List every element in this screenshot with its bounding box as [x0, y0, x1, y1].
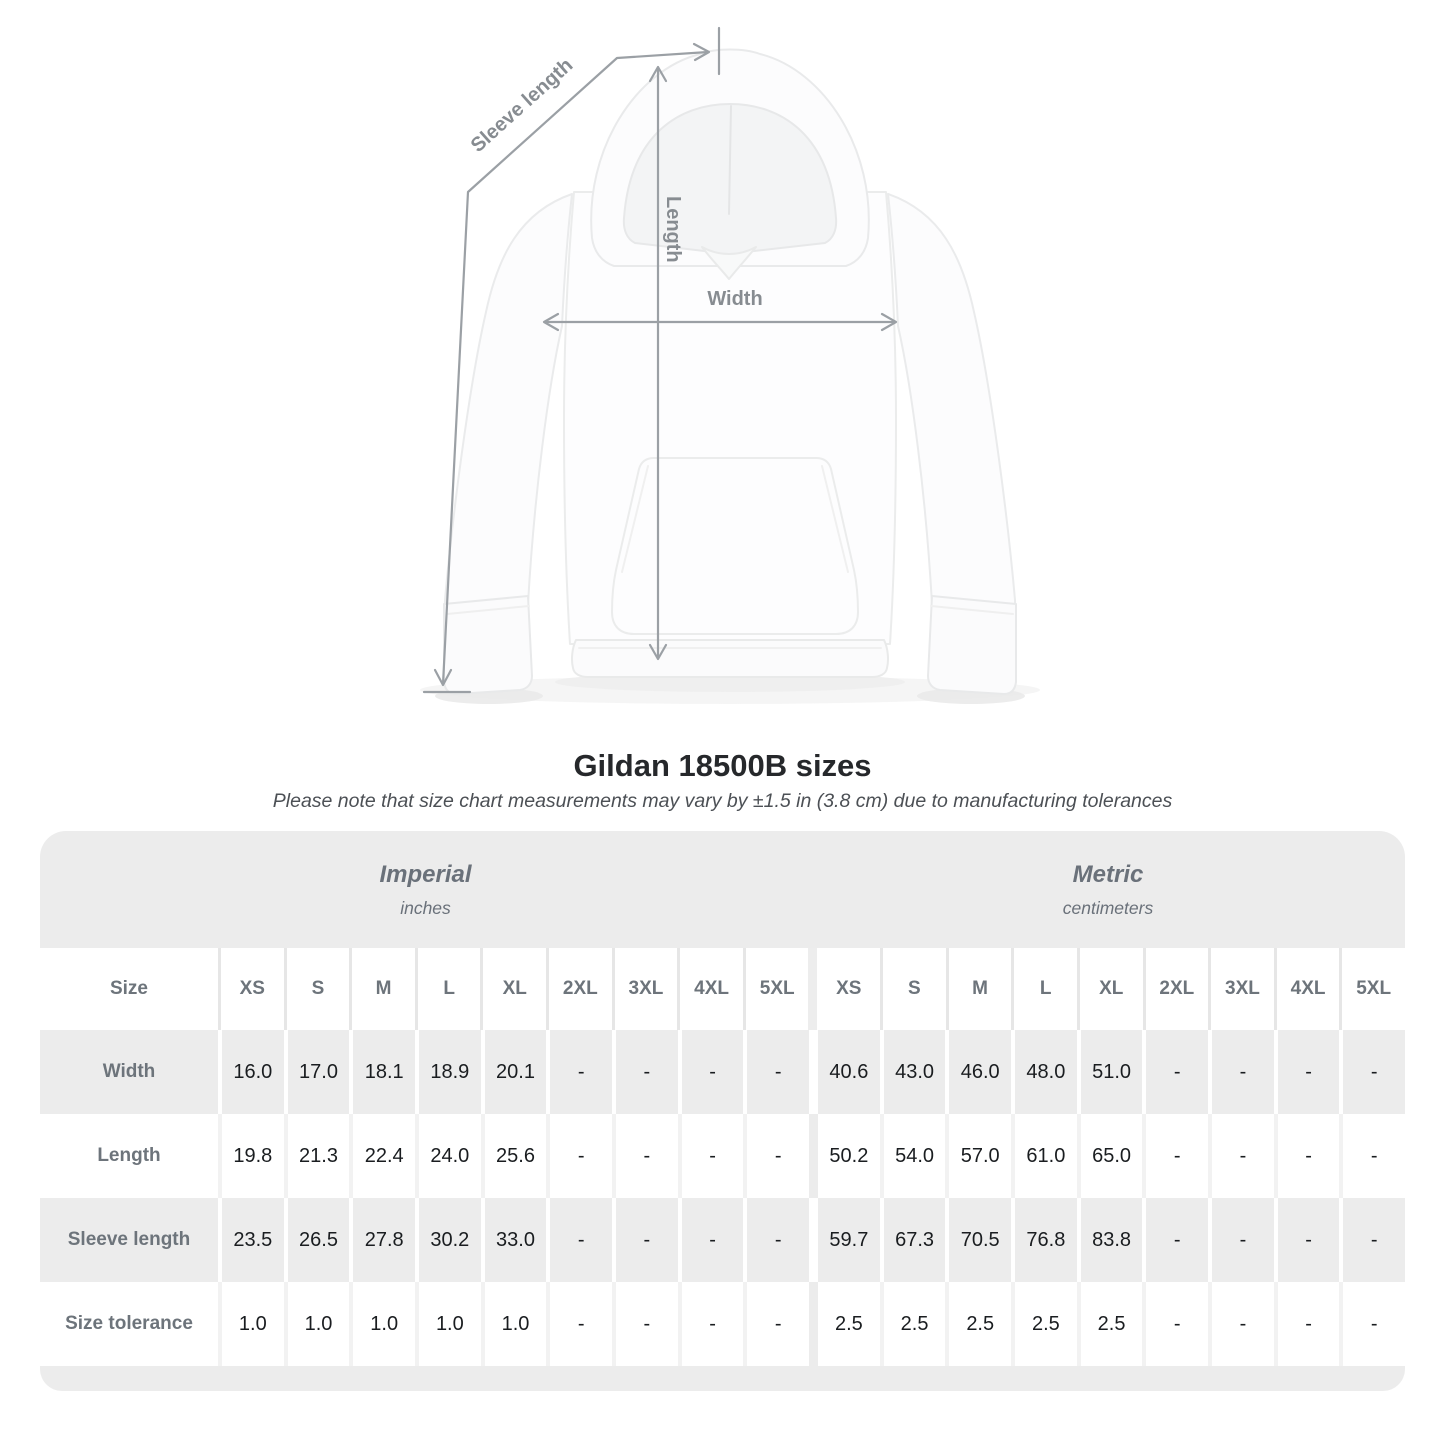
data-cell: 1.0	[415, 1282, 481, 1366]
size-column-header: 3XL	[612, 948, 678, 1030]
data-cell: -	[612, 1198, 678, 1282]
hoodie-illustration	[444, 50, 1016, 695]
data-cell: 46.0	[945, 1030, 1011, 1114]
table-footer-band	[40, 1366, 1405, 1391]
data-cell: 2.5	[1077, 1282, 1143, 1366]
size-column-header: 4XL	[677, 948, 743, 1030]
size-header-label: Size	[109, 978, 149, 999]
data-cell: 40.6	[809, 1030, 880, 1114]
width-label: Width	[707, 288, 763, 310]
imperial-section-units: inches	[400, 897, 451, 918]
data-cell: 17.0	[284, 1030, 350, 1114]
data-cell: -	[1142, 1282, 1208, 1366]
data-cell: -	[678, 1198, 744, 1282]
data-cell: -	[546, 1030, 612, 1114]
data-cell: 67.3	[880, 1198, 946, 1282]
data-cell: -	[1208, 1198, 1274, 1282]
size-column-header: S	[284, 948, 350, 1030]
table-row	[40, 1282, 1405, 1366]
size-column-header: 5XL	[1339, 948, 1405, 1030]
table-row	[40, 1114, 1405, 1198]
data-cell: 65.0	[1077, 1114, 1143, 1198]
data-cell: -	[1208, 1114, 1274, 1198]
table-body	[40, 1030, 1405, 1366]
data-cell: 21.3	[284, 1114, 350, 1198]
size-column-header: XL	[480, 948, 546, 1030]
size-column-header: XS	[218, 948, 284, 1030]
row-label: Sleeve length	[67, 1229, 191, 1250]
size-column-header: S	[880, 948, 946, 1030]
data-cell: 33.0	[481, 1198, 547, 1282]
data-cell: -	[1339, 1198, 1405, 1282]
hoodie-size-diagram	[380, 10, 1070, 730]
imperial-section-header	[40, 831, 811, 948]
size-column-header: 3XL	[1208, 948, 1274, 1030]
data-cell: -	[1339, 1114, 1405, 1198]
data-cell: 19.8	[218, 1114, 284, 1198]
sleeve-length-label: Sleeve length	[466, 54, 578, 157]
data-cell: -	[612, 1282, 678, 1366]
size-column-header: XL	[1077, 948, 1143, 1030]
data-cell: -	[546, 1198, 612, 1282]
data-cell: 50.2	[809, 1114, 880, 1198]
data-cell: -	[546, 1114, 612, 1198]
data-cell: 43.0	[880, 1030, 946, 1114]
data-cell: 48.0	[1011, 1030, 1077, 1114]
data-cell: -	[1142, 1198, 1208, 1282]
data-cell: 61.0	[1011, 1114, 1077, 1198]
row-label: Size tolerance	[65, 1313, 193, 1334]
data-cell: -	[1274, 1282, 1340, 1366]
data-cell: 24.0	[415, 1114, 481, 1198]
data-cell: 18.9	[415, 1030, 481, 1114]
data-cell: -	[546, 1282, 612, 1366]
page-title: Gildan 18500B sizes	[573, 748, 872, 783]
data-cell: -	[1208, 1282, 1274, 1366]
table-header-band	[40, 831, 1405, 948]
data-cell: -	[612, 1030, 678, 1114]
data-cell: 83.8	[1077, 1198, 1143, 1282]
data-cell: -	[1274, 1198, 1340, 1282]
size-header-row	[40, 948, 1405, 1030]
size-column-header: M	[946, 948, 1012, 1030]
data-cell: 70.5	[945, 1198, 1011, 1282]
data-cell: -	[1142, 1114, 1208, 1198]
data-cell: 2.5	[945, 1282, 1011, 1366]
data-cell: 2.5	[1011, 1282, 1077, 1366]
data-cell: -	[612, 1114, 678, 1198]
imperial-section-title: Imperial	[379, 860, 472, 888]
data-cell: 25.6	[481, 1114, 547, 1198]
data-cell: 20.1	[481, 1030, 547, 1114]
data-cell: 1.0	[284, 1282, 350, 1366]
size-column-header: XS	[808, 948, 880, 1030]
data-cell: -	[743, 1030, 809, 1114]
data-cell: -	[743, 1114, 809, 1198]
size-column-header: 2XL	[1143, 948, 1209, 1030]
data-cell: -	[743, 1198, 809, 1282]
size-column-header: 5XL	[743, 948, 809, 1030]
data-cell: 27.8	[349, 1198, 415, 1282]
data-cell: 1.0	[481, 1282, 547, 1366]
table-row	[40, 1030, 1405, 1114]
data-cell: 76.8	[1011, 1198, 1077, 1282]
tolerance-note: Please note that size chart measurements may vary by ±1.5 in (3.8 cm) due to manufacturing tolerances	[272, 790, 1173, 812]
data-cell: -	[1339, 1282, 1405, 1366]
data-cell: 2.5	[809, 1282, 880, 1366]
data-cell: 1.0	[218, 1282, 284, 1366]
row-label: Width	[102, 1061, 156, 1082]
size-column-header: 4XL	[1274, 948, 1340, 1030]
size-column-header: 2XL	[546, 948, 612, 1030]
data-cell: -	[678, 1282, 744, 1366]
data-cell: -	[678, 1030, 744, 1114]
size-column-header: M	[349, 948, 415, 1030]
data-cell: -	[743, 1282, 809, 1366]
data-cell: -	[1274, 1030, 1340, 1114]
data-cell: -	[1208, 1030, 1274, 1114]
data-cell: 59.7	[809, 1198, 880, 1282]
data-cell: 54.0	[880, 1114, 946, 1198]
data-cell: -	[1339, 1030, 1405, 1114]
size-column-header: L	[1011, 948, 1077, 1030]
data-cell: 23.5	[218, 1198, 284, 1282]
data-cell: 57.0	[945, 1114, 1011, 1198]
length-label: Length	[662, 196, 684, 263]
metric-section-units: centimeters	[1062, 897, 1154, 918]
metric-section-header	[811, 831, 1405, 948]
data-cell: 30.2	[415, 1198, 481, 1282]
data-cell: -	[1274, 1114, 1340, 1198]
data-cell: 22.4	[349, 1114, 415, 1198]
data-cell: 26.5	[284, 1198, 350, 1282]
size-column-header: L	[415, 948, 481, 1030]
data-cell: -	[678, 1114, 744, 1198]
size-table	[40, 831, 1405, 1391]
data-cell: 1.0	[349, 1282, 415, 1366]
data-cell: 2.5	[880, 1282, 946, 1366]
table-row	[40, 1198, 1405, 1282]
row-label: Length	[97, 1145, 161, 1166]
data-cell: 18.1	[349, 1030, 415, 1114]
metric-section-title: Metric	[1072, 860, 1144, 888]
data-cell: -	[1142, 1030, 1208, 1114]
data-cell: 51.0	[1077, 1030, 1143, 1114]
data-cell: 16.0	[218, 1030, 284, 1114]
